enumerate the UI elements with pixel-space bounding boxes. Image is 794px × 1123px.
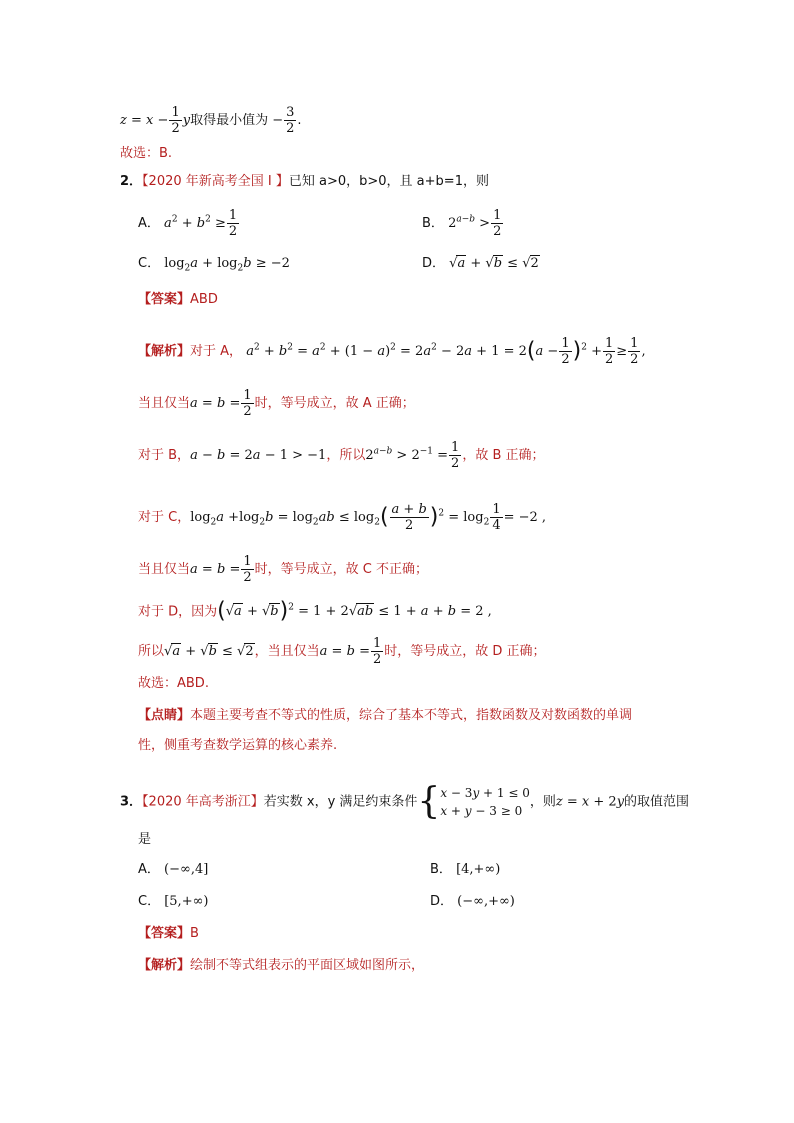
q2-analysis-c-eq: 当且仅当a = b = $\frac{1}{2}$ 时，等号成立，故 C 不正确； (138, 554, 428, 585)
q2-option-b: B． $2^{a-b}$ > $\frac{1}{2}$ (422, 208, 502, 239)
q3-option-c: C． [5,+∞) (138, 894, 209, 909)
q2-stem: 已知 a>0，b>0，且 a+b=1，则 (288, 174, 489, 189)
q2-analysis-a: 【解析】对于 A， $a^2 + b^2 = a^2 + (1 - a)^2 = 2a^2 - 2a + 1 = 2(a$ − $\frac{1}{2}$ )$^2$ + $\frac{1}{2}$ ≥ $\frac{1}{2}$ , (138, 336, 646, 367)
q2-option-c: C． $\log_2a + \log_2b \ge -2$ (138, 256, 290, 274)
intro-final: 故选：B. (120, 146, 173, 161)
q2-option-d: D． √a + √b ≤ √2 (422, 256, 539, 271)
constraint-system: { x − 3y + 1 ≤ 0 x + y − 3 ≥ 0 (417, 781, 530, 822)
q2-analysis-c: 对于 C，$\log_2a +\log_2b = \log_2ab \le \log_2$( $\frac{a + b}{2}$ )$^2 = \log_2$ $\frac{1}{4}$ = −2 , (138, 502, 547, 533)
q2-analysis-d-eq: 所以√a + √b ≤ √2，当且仅当a = b = $\frac{1}{2}$ 时，等号成立，故 D 正确； (138, 636, 546, 667)
q2-analysis-a-eq: 当且仅当a = b = $\frac{1}{2}$ 时，等号成立，故 A 正确； (138, 388, 415, 419)
q2-number: 2． (120, 174, 143, 189)
q3-stem-line-2: 是 (138, 832, 152, 847)
q3-answer: 【答案】B (138, 926, 199, 941)
q3-source: 【2020 年高考浙江】 (142, 794, 264, 810)
q2-analysis-b: 对于 B，a − b = 2a − 1 > −1，所以$2^{a-b} > 2^{-1}$ = $\frac{1}{2}$ ，故 B 正确； (138, 440, 545, 471)
q2-source: 【2020 年新高考全国 I 】 (142, 174, 289, 189)
q2-stem-line (120, 172, 489, 192)
q2-final: 故选：ABD. (138, 676, 209, 691)
q2-comment-1: 【点睛】本题主要考查不等式的性质，综合了基本不等式，指数函数及对数函数的单调 (138, 708, 633, 723)
q2-analysis-d: 对于 D，因为$(√a + √b)^2 = 1 + 2√ab \le 1 + a + b = 2$ , (138, 598, 492, 624)
q3-option-d: D． (−∞,+∞) (430, 894, 515, 909)
intro-tail: 取得最小值为 (190, 113, 269, 128)
q3-option-a: A． (−∞,4] (138, 862, 209, 877)
q2-comment-2: 性，侧重考查数学运算的核心素养. (138, 738, 338, 753)
q2-answer: 【答案】ABD (138, 292, 218, 307)
q3-number: 3． (120, 794, 143, 810)
q3-option-b: B． [4,+∞) (430, 862, 501, 877)
q3-analysis: 【解析】绘制不等式组表示的平面区域如图所示， (138, 958, 425, 973)
q3-stem-line: 3．【2020 年高考浙江】若实数 x，y 满足约束条件 { x − 3y + 1 ≤ 0 x + y − 3 ≥ 0 ，则z = x + 2y的取值范围 (120, 781, 690, 822)
intro-line: z = x − $\frac{1}{2}$ y取得最小值为 − $\frac{3}{2}$ . (120, 105, 302, 136)
q2-option-a: A． $a^2 + b^2$ ≥ $\frac{1}{2}$ (138, 208, 238, 239)
